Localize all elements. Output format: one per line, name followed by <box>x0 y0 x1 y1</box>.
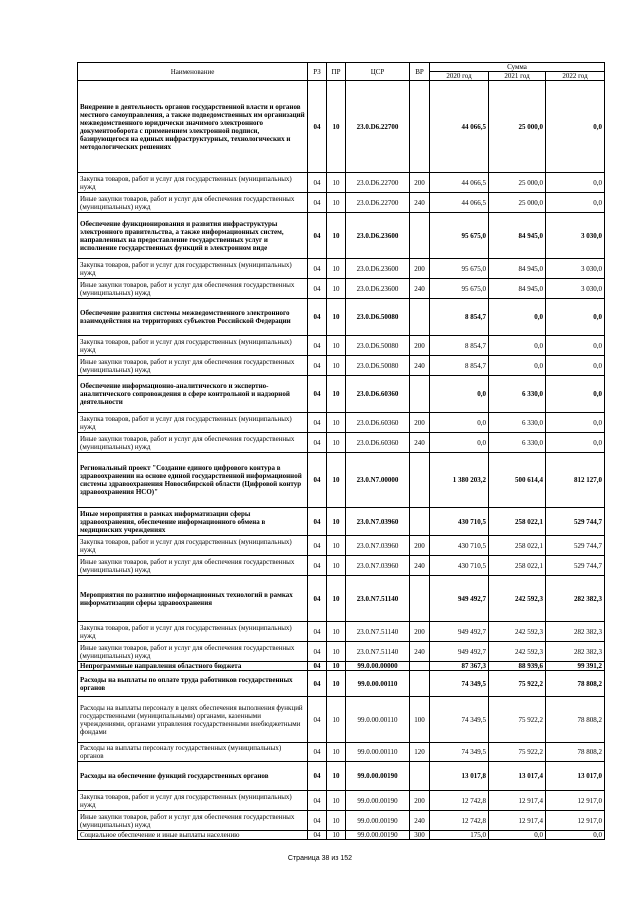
row-pr: 10 <box>327 279 346 299</box>
row-value-2021: 13 017,4 <box>489 762 546 791</box>
row-rz: 04 <box>308 413 327 433</box>
row-pr: 10 <box>327 81 346 173</box>
row-csr: 23.0.D6.23600 <box>346 259 410 279</box>
row-value-2021: 12 917,4 <box>489 811 546 831</box>
row-rz: 04 <box>308 791 327 811</box>
row-rz: 04 <box>308 762 327 791</box>
row-vr: 200 <box>410 336 430 356</box>
row-pr: 10 <box>327 642 346 662</box>
row-name: Непрограммные направления областного бюджета <box>78 662 308 671</box>
row-rz: 04 <box>308 279 327 299</box>
table-row <box>78 642 605 662</box>
row-rz: 04 <box>308 642 327 662</box>
row-name: Внедрение в деятельность органов государственной власти и органов местного самоуправления, а также подведомственных им организаций межведомственного юридически значимого электронного документооборота с применением электронной подписи, базирующегося на единых инфраструктурных, технологических и методологических решениях <box>78 81 308 173</box>
header-csr: ЦСР <box>346 63 410 81</box>
budget-table <box>77 62 605 840</box>
row-vr: 240 <box>410 356 430 376</box>
row-vr: 200 <box>410 622 430 642</box>
row-name: Закупка товаров, работ и услуг для государственных (муниципальных) нужд <box>78 536 308 556</box>
row-vr <box>410 376 430 413</box>
table-row <box>78 259 605 279</box>
row-value-2020: 0,0 <box>430 413 489 433</box>
table-row <box>78 173 605 193</box>
row-name: Региональный проект "Создание единого цифрового контура в здравоохранении на основе единой государственной информационной системы здравоохранения Новосибирской области (Цифровой контур здравоохранения НСО)" <box>78 453 308 508</box>
row-csr: 23.0.N7.03960 <box>346 536 410 556</box>
row-value-2022: 99 391,2 <box>546 662 605 671</box>
row-pr: 10 <box>327 413 346 433</box>
row-pr: 10 <box>327 576 346 622</box>
row-vr <box>410 662 430 671</box>
row-csr: 23.0.D6.23600 <box>346 213 410 259</box>
row-rz: 04 <box>308 81 327 173</box>
row-pr: 10 <box>327 743 346 762</box>
row-value-2021: 12 917,4 <box>489 791 546 811</box>
row-rz: 04 <box>308 743 327 762</box>
row-pr: 10 <box>327 213 346 259</box>
row-value-2020: 949 492,7 <box>430 576 489 622</box>
row-rz: 04 <box>308 622 327 642</box>
row-rz: 04 <box>308 376 327 413</box>
row-vr: 300 <box>410 831 430 840</box>
row-value-2022: 0,0 <box>546 376 605 413</box>
row-name: Расходы на выплаты персоналу в целях обеспечения выполнения функций государственными (муниципальными) органами, казенными учреждениями, органами управления государственными внебюджетными фондами <box>78 697 308 743</box>
row-name: Иные мероприятия в рамках информатизации сферы здравоохранения, обеспечение информационного обмена в медицинских учреждениях <box>78 508 308 536</box>
table-row <box>78 556 605 576</box>
row-csr: 23.0.D6.60360 <box>346 376 410 413</box>
row-value-2021: 0,0 <box>489 299 546 336</box>
table-body <box>78 81 605 840</box>
row-value-2022: 529 744,7 <box>546 508 605 536</box>
row-vr: 100 <box>410 697 430 743</box>
row-rz: 04 <box>308 336 327 356</box>
row-value-2020: 95 675,0 <box>430 213 489 259</box>
row-rz: 04 <box>308 433 327 453</box>
table-row <box>78 433 605 453</box>
row-value-2021: 242 592,3 <box>489 642 546 662</box>
row-value-2021: 6 330,0 <box>489 376 546 413</box>
table-row <box>78 508 605 536</box>
table-row <box>78 356 605 376</box>
row-value-2022: 0,0 <box>546 433 605 453</box>
row-pr: 10 <box>327 259 346 279</box>
row-name: Обеспечение информационно-аналитического и экспертно-аналитического сопровождения в сфере контрольной и надзорной деятельности <box>78 376 308 413</box>
row-value-2021: 88 939,6 <box>489 662 546 671</box>
row-name: Расходы на обеспечение функций государственных органов <box>78 762 308 791</box>
row-csr: 23.0.D6.60360 <box>346 413 410 433</box>
row-csr: 23.0.N7.03960 <box>346 508 410 536</box>
row-name: Социальное обеспечение и иные выплаты населению <box>78 831 308 840</box>
row-csr: 99.0.00.00190 <box>346 831 410 840</box>
table-row <box>78 299 605 336</box>
row-pr: 10 <box>327 556 346 576</box>
row-pr: 10 <box>327 671 346 697</box>
row-vr: 200 <box>410 259 430 279</box>
row-pr: 10 <box>327 791 346 811</box>
row-value-2020: 8 854,7 <box>430 336 489 356</box>
row-value-2021: 258 022,1 <box>489 508 546 536</box>
row-value-2022: 0,0 <box>546 299 605 336</box>
row-vr: 240 <box>410 433 430 453</box>
header-pr: ПР <box>327 63 346 81</box>
row-vr: 200 <box>410 413 430 433</box>
row-vr: 240 <box>410 193 430 213</box>
row-value-2020: 13 017,8 <box>430 762 489 791</box>
row-name: Иные закупки товаров, работ и услуг для обеспечения государственных (муниципальных) нужд <box>78 556 308 576</box>
row-value-2022: 282 382,3 <box>546 576 605 622</box>
row-rz: 04 <box>308 536 327 556</box>
table-row <box>78 811 605 831</box>
row-vr <box>410 299 430 336</box>
table-row <box>78 743 605 762</box>
row-value-2022: 78 808,2 <box>546 671 605 697</box>
table-row <box>78 622 605 642</box>
row-csr: 23.0.D6.50080 <box>346 356 410 376</box>
row-vr <box>410 213 430 259</box>
row-pr: 10 <box>327 536 346 556</box>
header-vr: ВР <box>410 63 430 81</box>
row-rz: 04 <box>308 299 327 336</box>
table-row <box>78 536 605 556</box>
row-value-2022: 812 127,0 <box>546 453 605 508</box>
row-name: Иные закупки товаров, работ и услуг для обеспечения государственных (муниципальных) нужд <box>78 811 308 831</box>
row-value-2021: 500 614,4 <box>489 453 546 508</box>
row-name: Обеспечение функционирования и развития инфраструктуры электронного правительства, а также информационных систем, направленных на предоставление государственных услуг и исполнение государственных функций в электронном виде <box>78 213 308 259</box>
row-csr: 99.0.00.00110 <box>346 697 410 743</box>
page-footer: Страница 38 из 152 <box>287 855 353 862</box>
table-row <box>78 336 605 356</box>
row-pr: 10 <box>327 697 346 743</box>
row-value-2020: 12 742,8 <box>430 811 489 831</box>
row-value-2020: 1 380 203,2 <box>430 453 489 508</box>
row-rz: 04 <box>308 508 327 536</box>
row-pr: 10 <box>327 811 346 831</box>
row-value-2022: 78 808,2 <box>546 743 605 762</box>
header-name: Наименование <box>78 63 308 81</box>
row-value-2021: 84 945,0 <box>489 259 546 279</box>
row-vr: 200 <box>410 791 430 811</box>
row-pr: 10 <box>327 173 346 193</box>
row-value-2020: 0,0 <box>430 433 489 453</box>
row-name: Закупка товаров, работ и услуг для государственных (муниципальных) нужд <box>78 622 308 642</box>
row-rz: 04 <box>308 356 327 376</box>
row-value-2021: 0,0 <box>489 336 546 356</box>
row-vr <box>410 576 430 622</box>
row-name: Мероприятия по развитию информационных технологий в рамках информатизации сферы здравоохранения <box>78 576 308 622</box>
row-value-2020: 95 675,0 <box>430 259 489 279</box>
row-rz: 04 <box>308 831 327 840</box>
row-vr <box>410 671 430 697</box>
row-value-2021: 258 022,1 <box>489 536 546 556</box>
row-vr: 240 <box>410 556 430 576</box>
row-vr: 120 <box>410 743 430 762</box>
table-row <box>78 671 605 697</box>
row-csr: 23.0.D6.50080 <box>346 299 410 336</box>
row-rz: 04 <box>308 697 327 743</box>
row-value-2022: 3 030,0 <box>546 259 605 279</box>
row-value-2021: 25 000,0 <box>489 193 546 213</box>
row-csr: 23.0.N7.51140 <box>346 622 410 642</box>
row-csr: 23.0.D6.50080 <box>346 336 410 356</box>
header-2022: 2022 год <box>546 72 605 81</box>
row-value-2021: 0,0 <box>489 831 546 840</box>
row-csr: 23.0.D6.22700 <box>346 193 410 213</box>
row-value-2022: 0,0 <box>546 173 605 193</box>
row-pr: 10 <box>327 453 346 508</box>
row-name: Иные закупки товаров, работ и услуг для обеспечения государственных (муниципальных) нужд <box>78 279 308 299</box>
row-value-2021: 84 945,0 <box>489 213 546 259</box>
header-2021: 2021 год <box>489 72 546 81</box>
row-name: Закупка товаров, работ и услуг для государственных (муниципальных) нужд <box>78 336 308 356</box>
table-row <box>78 697 605 743</box>
row-value-2021: 258 022,1 <box>489 556 546 576</box>
row-vr: 240 <box>410 279 430 299</box>
row-pr: 10 <box>327 831 346 840</box>
row-value-2021: 242 592,3 <box>489 622 546 642</box>
table-row <box>78 376 605 413</box>
row-value-2022: 13 017,0 <box>546 762 605 791</box>
row-value-2020: 430 710,5 <box>430 508 489 536</box>
row-value-2022: 282 382,3 <box>546 622 605 642</box>
row-name: Иные закупки товаров, работ и услуг для обеспечения государственных (муниципальных) нужд <box>78 356 308 376</box>
row-pr: 10 <box>327 508 346 536</box>
row-csr: 23.0.N7.51140 <box>346 642 410 662</box>
row-value-2020: 949 492,7 <box>430 622 489 642</box>
row-name: Иные закупки товаров, работ и услуг для обеспечения государственных (муниципальных) нужд <box>78 193 308 213</box>
row-value-2020: 87 367,3 <box>430 662 489 671</box>
row-value-2021: 6 330,0 <box>489 413 546 433</box>
row-name: Закупка товаров, работ и услуг для государственных (муниципальных) нужд <box>78 791 308 811</box>
row-value-2020: 74 349,5 <box>430 697 489 743</box>
row-value-2022: 0,0 <box>546 413 605 433</box>
row-value-2021: 84 945,0 <box>489 279 546 299</box>
row-value-2022: 12 917,0 <box>546 791 605 811</box>
row-value-2020: 12 742,8 <box>430 791 489 811</box>
row-value-2022: 529 744,7 <box>546 536 605 556</box>
row-csr: 23.0.N7.03960 <box>346 556 410 576</box>
row-vr <box>410 453 430 508</box>
row-value-2022: 0,0 <box>546 193 605 213</box>
row-rz: 04 <box>308 259 327 279</box>
row-value-2020: 175,0 <box>430 831 489 840</box>
row-value-2022: 3 030,0 <box>546 213 605 259</box>
row-value-2020: 95 675,0 <box>430 279 489 299</box>
row-vr <box>410 762 430 791</box>
row-value-2022: 12 917,0 <box>546 811 605 831</box>
row-rz: 04 <box>308 811 327 831</box>
row-csr: 23.0.N7.51140 <box>346 576 410 622</box>
row-vr <box>410 508 430 536</box>
table-row <box>78 413 605 433</box>
row-value-2021: 242 592,3 <box>489 576 546 622</box>
row-name: Закупка товаров, работ и услуг для государственных (муниципальных) нужд <box>78 173 308 193</box>
row-value-2020: 44 066,5 <box>430 193 489 213</box>
row-value-2022: 0,0 <box>546 336 605 356</box>
row-value-2020: 8 854,7 <box>430 356 489 376</box>
row-rz: 04 <box>308 556 327 576</box>
row-name: Расходы на выплаты персоналу государственных (муниципальных) органов <box>78 743 308 762</box>
row-value-2020: 949 492,7 <box>430 642 489 662</box>
row-csr: 23.0.D6.22700 <box>346 81 410 173</box>
row-csr: 99.0.00.00110 <box>346 743 410 762</box>
row-value-2020: 430 710,5 <box>430 556 489 576</box>
row-rz: 04 <box>308 173 327 193</box>
row-value-2021: 75 922,2 <box>489 697 546 743</box>
row-value-2021: 0,0 <box>489 356 546 376</box>
row-pr: 10 <box>327 376 346 413</box>
row-csr: 99.0.00.00110 <box>346 671 410 697</box>
row-pr: 10 <box>327 336 346 356</box>
row-value-2022: 3 030,0 <box>546 279 605 299</box>
row-vr <box>410 81 430 173</box>
row-name: Обеспечение развития системы межведомственного электронного взаимодействия на территориях субъектов Российской Федерации <box>78 299 308 336</box>
table-header <box>78 63 605 81</box>
row-value-2021: 6 330,0 <box>489 433 546 453</box>
row-value-2020: 74 349,5 <box>430 671 489 697</box>
row-pr: 10 <box>327 622 346 642</box>
row-name: Расходы на выплаты по оплате труда работников государственных органов <box>78 671 308 697</box>
row-csr: 23.0.D6.23600 <box>346 279 410 299</box>
row-value-2022: 0,0 <box>546 831 605 840</box>
row-rz: 04 <box>308 213 327 259</box>
table-row <box>78 791 605 811</box>
row-csr: 23.0.D6.60360 <box>346 433 410 453</box>
table-row <box>78 453 605 508</box>
table-row <box>78 213 605 259</box>
row-name: Иные закупки товаров, работ и услуг для обеспечения государственных (муниципальных) нужд <box>78 433 308 453</box>
row-name: Закупка товаров, работ и услуг для государственных (муниципальных) нужд <box>78 413 308 433</box>
row-value-2022: 0,0 <box>546 356 605 376</box>
row-rz: 04 <box>308 671 327 697</box>
row-rz: 04 <box>308 662 327 671</box>
row-value-2020: 44 066,5 <box>430 173 489 193</box>
row-pr: 10 <box>327 299 346 336</box>
row-rz: 04 <box>308 576 327 622</box>
row-csr: 99.0.00.00000 <box>346 662 410 671</box>
row-value-2020: 74 349,5 <box>430 743 489 762</box>
row-value-2021: 25 000,0 <box>489 173 546 193</box>
row-pr: 10 <box>327 193 346 213</box>
table-row <box>78 81 605 173</box>
header-rz: РЗ <box>308 63 327 81</box>
row-value-2022: 78 808,2 <box>546 697 605 743</box>
row-name: Закупка товаров, работ и услуг для государственных (муниципальных) нужд <box>78 259 308 279</box>
table-row <box>78 831 605 840</box>
row-value-2020: 44 066,5 <box>430 81 489 173</box>
table-row <box>78 662 605 671</box>
row-value-2022: 0,0 <box>546 81 605 173</box>
row-value-2022: 282 382,3 <box>546 642 605 662</box>
row-pr: 10 <box>327 433 346 453</box>
row-csr: 99.0.00.00190 <box>346 762 410 791</box>
row-vr: 240 <box>410 642 430 662</box>
row-vr: 200 <box>410 536 430 556</box>
row-value-2021: 25 000,0 <box>489 81 546 173</box>
row-value-2020: 0,0 <box>430 376 489 413</box>
row-csr: 23.0.D6.22700 <box>346 173 410 193</box>
header-sum: Сумма <box>430 63 605 72</box>
row-rz: 04 <box>308 453 327 508</box>
header-2020: 2020 год <box>430 72 489 81</box>
row-rz: 04 <box>308 193 327 213</box>
row-value-2020: 430 710,5 <box>430 536 489 556</box>
document-page <box>77 62 604 840</box>
row-csr: 99.0.00.00190 <box>346 791 410 811</box>
table-row <box>78 279 605 299</box>
row-name: Иные закупки товаров, работ и услуг для обеспечения государственных (муниципальных) нужд <box>78 642 308 662</box>
table-row <box>78 576 605 622</box>
row-value-2021: 75 922,2 <box>489 671 546 697</box>
row-csr: 23.0.N7.00000 <box>346 453 410 508</box>
row-csr: 99.0.00.00190 <box>346 811 410 831</box>
row-pr: 10 <box>327 662 346 671</box>
row-pr: 10 <box>327 356 346 376</box>
row-value-2022: 529 744,7 <box>546 556 605 576</box>
row-vr: 240 <box>410 811 430 831</box>
table-row <box>78 193 605 213</box>
row-vr: 200 <box>410 173 430 193</box>
table-row <box>78 762 605 791</box>
row-value-2020: 8 854,7 <box>430 299 489 336</box>
row-pr: 10 <box>327 762 346 791</box>
row-value-2021: 75 922,2 <box>489 743 546 762</box>
